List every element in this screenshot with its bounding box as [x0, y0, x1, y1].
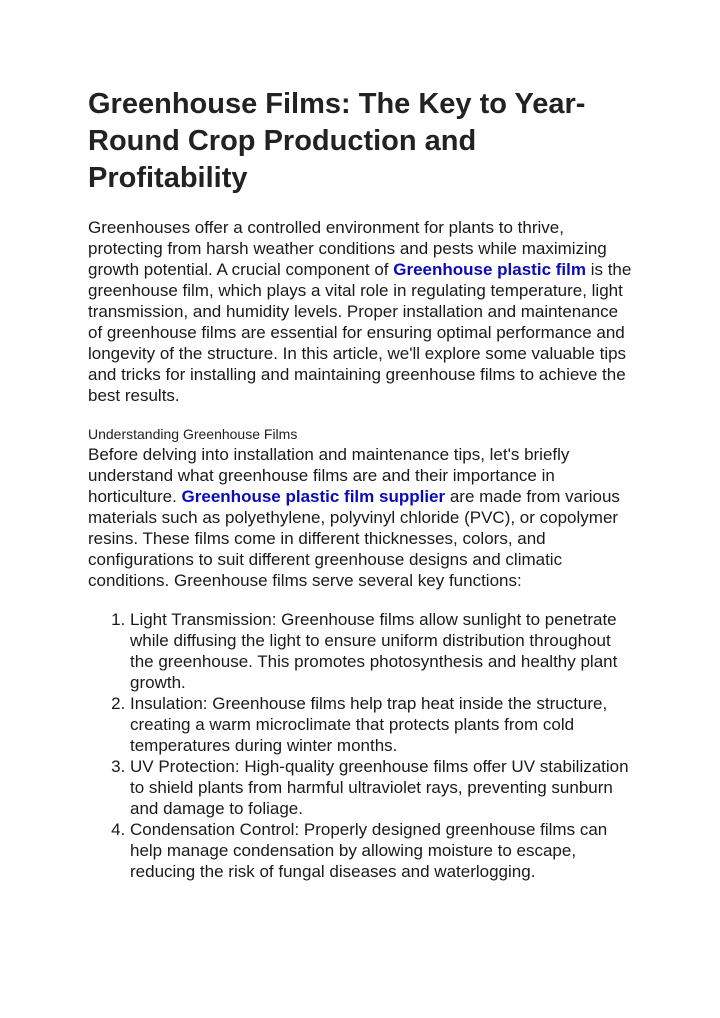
section-heading: Understanding Greenhouse Films — [88, 426, 298, 442]
page-title: Greenhouse Films: The Key to Year-Round Crop Production and Profitability — [88, 88, 586, 194]
list-item: 4. Condensation Control: Properly designed greenhouse films can help manage condensation by allowing moisture to escape, reducing the risk of fungal diseases and waterlogging. — [130, 819, 636, 882]
section-paragraph — [88, 444, 636, 591]
intro-text-1: Greenhouses offer a controlled environment for plants to thrive, protecting from harsh weather conditions and pests while maximizing growth potential. A crucial component of — [88, 218, 607, 279]
intro-text-2: is the greenhouse film, which plays a vital role in regulating temperature, light transmission, and humidity levels. Proper installation and maintenance of greenhouse films are essential for ensuring optimal performance and longevity of the structure. In this article, we'll explore some valuable tips and tricks for installing and maintaining greenhouse films to achieve the best results. — [88, 260, 632, 405]
intro-paragraph — [88, 217, 636, 406]
functions-list — [88, 609, 636, 882]
greenhouse-plastic-film-link[interactable]: Greenhouse plastic film — [393, 260, 586, 279]
section-text-2: are made from various materials such as polyethylene, polyvinyl chloride (PVC), or copolymer resins. These films come in different thicknesses, colors, and configurations to suit different greenhouse designs and climatic conditions. Greenhouse films serve several key functions: — [88, 487, 620, 590]
section-text-1: Before delving into installation and maintenance tips, let's briefly understand what greenhouse films are and their importance in horticulture. — [88, 445, 570, 506]
list-item: 2. Insulation: Greenhouse films help trap heat inside the structure, creating a warm microclimate that protects plants from cold temperatures during winter months. — [130, 693, 636, 756]
list-item: 3. UV Protection: High-quality greenhouse films offer UV stabilization to shield plants from harmful ultraviolet rays, preventing sunburn and damage to foliage. — [130, 756, 636, 819]
list-item: 1. Light Transmission: Greenhouse films allow sunlight to penetrate while diffusing the light to ensure uniform distribution throughout the greenhouse. This promotes photosynthesis and healthy plant growth. — [130, 609, 636, 693]
greenhouse-plastic-film-supplier-link[interactable]: Greenhouse plastic film supplier — [181, 487, 446, 506]
article — [88, 86, 636, 882]
